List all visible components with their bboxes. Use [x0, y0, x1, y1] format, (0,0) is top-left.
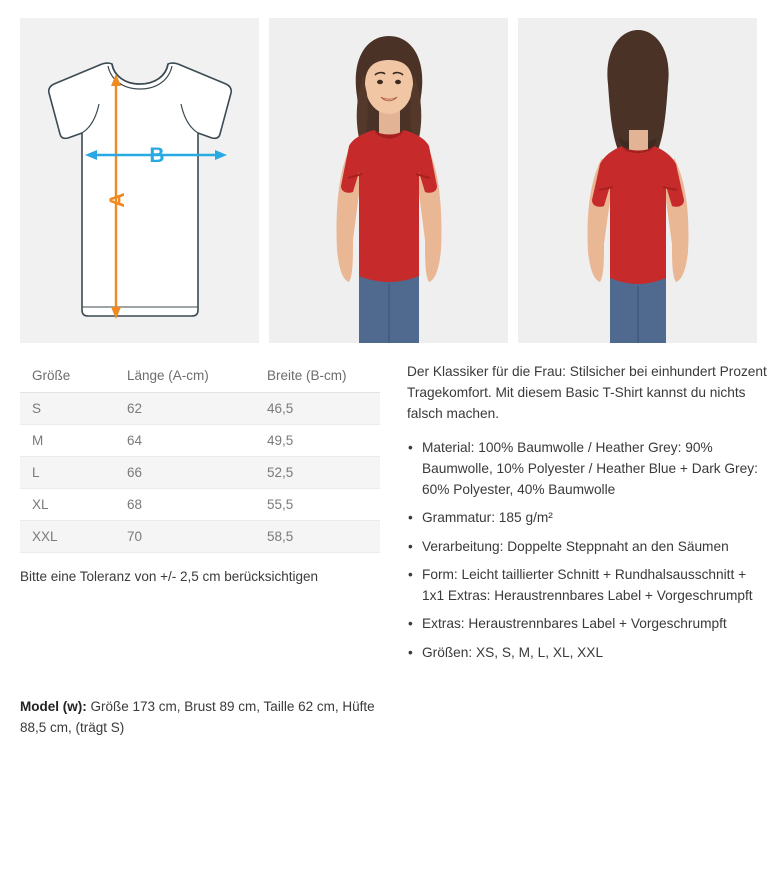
column-header-length: Länge (A-cm) — [115, 359, 255, 393]
table-row — [20, 457, 380, 489]
cell-length: 66 — [115, 457, 255, 489]
model-info — [20, 697, 375, 739]
list-item: • Verarbeitung: Doppelte Steppnaht an den Säumen — [407, 536, 769, 557]
column-header-width: Breite (B-cm) — [255, 359, 380, 393]
size-table — [20, 359, 380, 553]
list-item: • Form: Leicht taillierter Schnitt + Rundhalsausschnitt + 1x1 Extras: Heraustrennbares Label + Vorgeschrumpft — [407, 564, 769, 606]
cell-size: L — [20, 457, 115, 489]
cell-length: 68 — [115, 489, 255, 521]
cell-width: 49,5 — [255, 425, 380, 457]
product-info-row — [20, 359, 767, 739]
product-photo-front[interactable] — [269, 18, 508, 343]
cell-size: M — [20, 425, 115, 457]
description-intro: Der Klassiker für die Frau: Stilsicher bei einhundert Prozent Tragekomfort. Mit diesem Basic T-Shirt kannst du nichts falsch machen. — [407, 364, 767, 422]
cell-length: 62 — [115, 393, 255, 425]
cell-width: 58,5 — [255, 521, 380, 553]
list-item: • Größen: XS, S, M, L, XL, XXL — [407, 642, 769, 663]
model-info-text: Größe 173 cm, Brust 89 cm, Taille 62 cm, Hüfte 88,5 cm, (trägt S) — [20, 699, 375, 736]
list-item: • Extras: Heraustrennbares Label + Vorgeschrumpft — [407, 613, 769, 634]
table-header-row — [20, 359, 380, 393]
size-column — [20, 359, 385, 739]
cell-width: 52,5 — [255, 457, 380, 489]
feature-list — [407, 437, 769, 663]
column-header-size: Größe — [20, 359, 115, 393]
cell-length: 64 — [115, 425, 255, 457]
tolerance-note: Bitte eine Toleranz von +/- 2,5 cm berücksichtigen — [20, 569, 319, 584]
cell-length: 70 — [115, 521, 255, 553]
cell-size: XL — [20, 489, 115, 521]
table-row — [20, 393, 380, 425]
measurement-diagram — [20, 18, 259, 343]
cell-width: 46,5 — [255, 393, 380, 425]
measure-b-label: B — [149, 144, 165, 167]
description-column — [407, 359, 769, 739]
list-item: • Grammatur: 185 g/m² — [407, 507, 769, 528]
product-image-row — [20, 18, 757, 343]
cell-size: S — [20, 393, 115, 425]
cell-size: XXL — [20, 521, 115, 553]
list-item: • Material: 100% Baumwolle / Heather Grey: 90% Baumwolle, 10% Polyester / Heather Blue + Dark Grey: 60% Polyester, 40% Baumwolle — [407, 437, 769, 501]
measure-a-label: A — [106, 192, 129, 208]
cell-width: 55,5 — [255, 489, 380, 521]
table-row — [20, 425, 380, 457]
product-photo-back[interactable] — [518, 18, 757, 343]
table-row — [20, 521, 380, 553]
model-info-label: Model (w): — [20, 699, 87, 715]
table-row — [20, 489, 380, 521]
